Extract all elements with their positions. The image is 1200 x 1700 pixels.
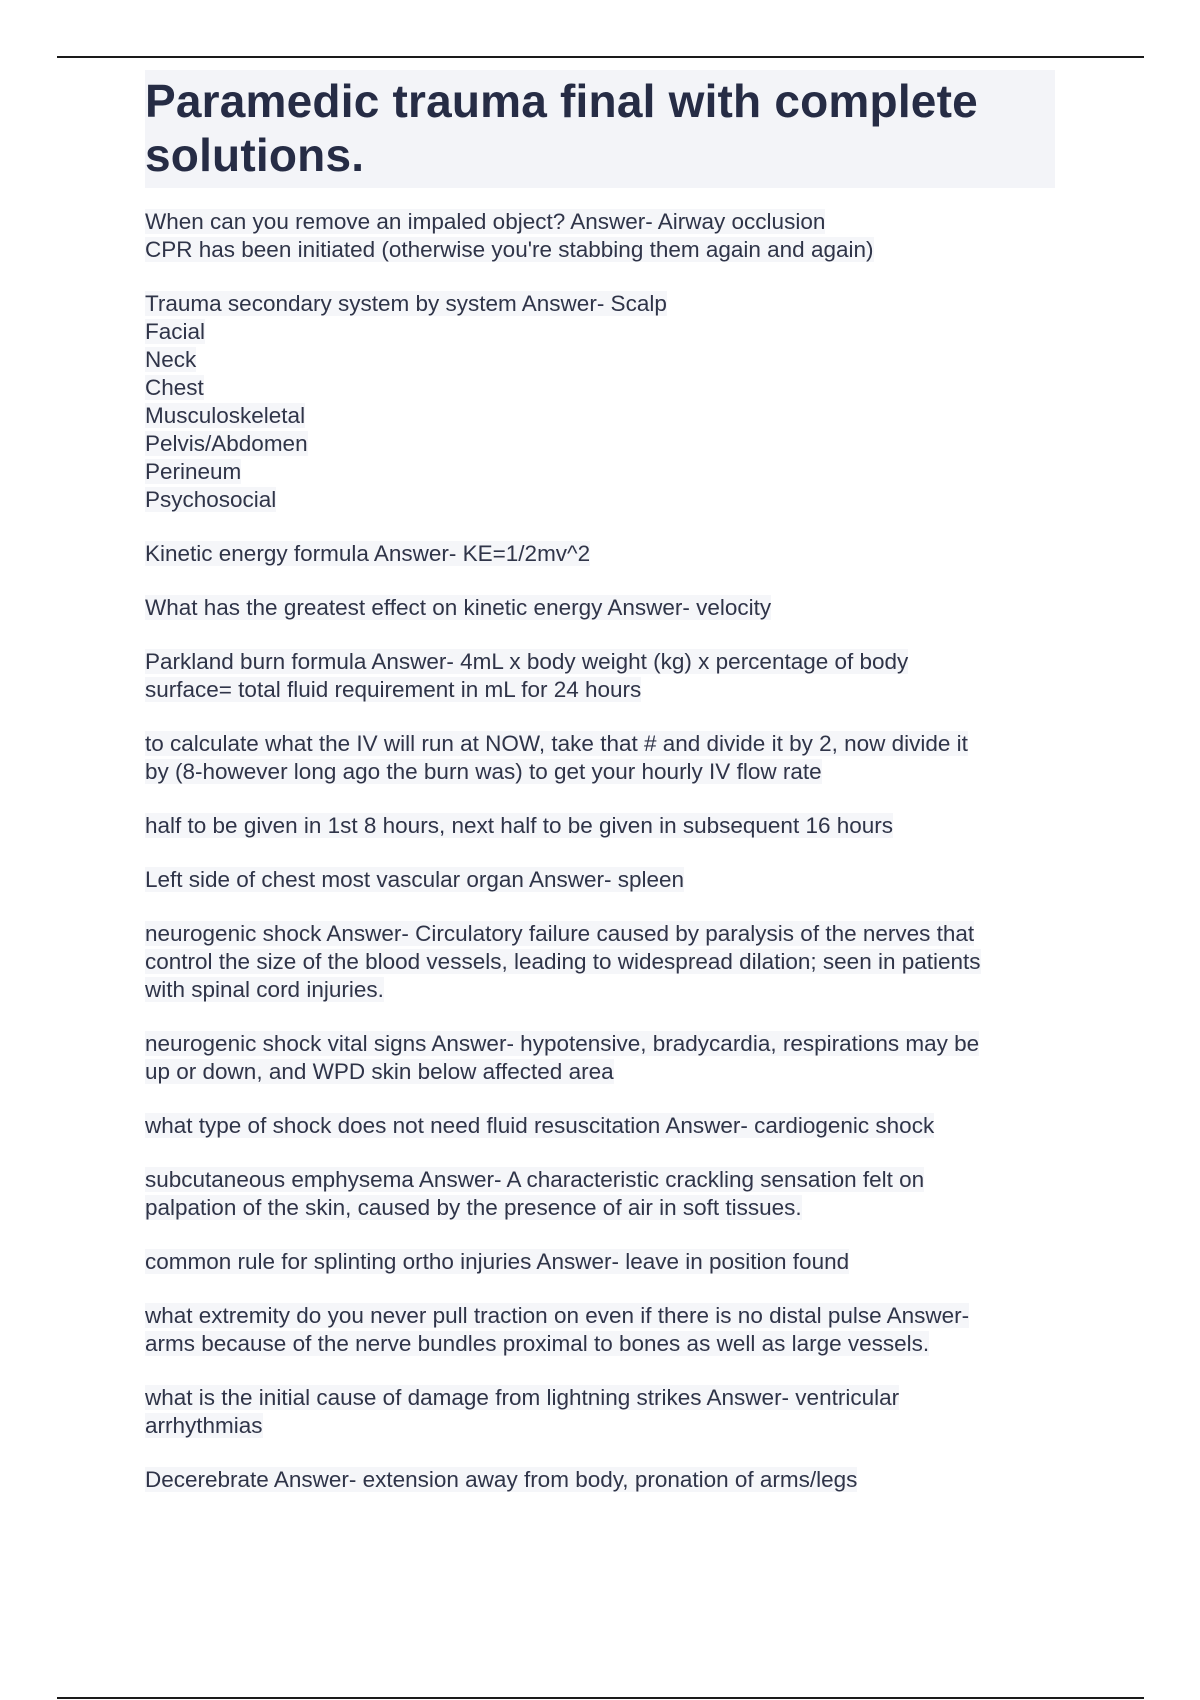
qa-line (145, 458, 1055, 486)
qa-entry (145, 1112, 1055, 1140)
qa-line-text: Parkland burn formula Answer- 4mL x body weight (kg) x percentage of body (145, 649, 909, 674)
qa-line (145, 1166, 1055, 1194)
qa-line-text: with spinal cord injuries. (145, 977, 384, 1002)
bottom-rule (57, 1697, 1144, 1699)
qa-line-text: Decerebrate Answer- extension away from body, pronation of arms/legs (145, 1467, 858, 1492)
qa-entry (145, 1384, 1055, 1440)
qa-line (145, 208, 1055, 236)
qa-line-text: Musculoskeletal (145, 403, 306, 428)
qa-line (145, 318, 1055, 346)
qa-line (145, 374, 1055, 402)
qa-line (145, 758, 1055, 786)
qa-line-text: Trauma secondary system by system Answer- Scalp (145, 291, 667, 316)
qa-line-text: Perineum (145, 459, 242, 484)
qa-line (145, 730, 1055, 758)
qa-entry (145, 290, 1055, 514)
qa-line (145, 866, 1055, 894)
qa-line (145, 812, 1055, 840)
qa-line (145, 1384, 1055, 1412)
qa-entry (145, 1466, 1055, 1494)
top-rule (57, 56, 1144, 58)
qa-line (145, 1112, 1055, 1140)
qa-line-text: CPR has been initiated (otherwise you're stabbing them again and again) (145, 237, 874, 262)
qa-line-text: When can you remove an impaled object? Answer- Airway occlusion (145, 209, 826, 234)
document-title: Paramedic trauma final with complete solutions. (145, 75, 978, 181)
qa-line-text: Pelvis/Abdomen (145, 431, 308, 456)
qa-line-text: Chest (145, 375, 204, 400)
qa-line (145, 1248, 1055, 1276)
qa-line-text: what is the initial cause of damage from lightning strikes Answer- ventricular (145, 1385, 900, 1410)
qa-line (145, 976, 1055, 1004)
qa-entry (145, 1030, 1055, 1086)
qa-entry (145, 208, 1055, 264)
qa-line-text: Kinetic energy formula Answer- KE=1/2mv^2 (145, 541, 591, 566)
qa-entry (145, 920, 1055, 1004)
qa-line-text: What has the greatest effect on kinetic energy Answer- velocity (145, 595, 772, 620)
qa-line-text: Psychosocial (145, 487, 277, 512)
qa-line (145, 1302, 1055, 1330)
qa-line (145, 290, 1055, 318)
qa-line-text: Neck (145, 347, 197, 372)
qa-line (145, 1194, 1055, 1222)
qa-line (145, 236, 1055, 264)
qa-line-text: Left side of chest most vascular organ Answer- spleen (145, 867, 685, 892)
qa-entry (145, 1166, 1055, 1222)
qa-entry (145, 812, 1055, 840)
qa-line (145, 1330, 1055, 1358)
qa-line-text: arms because of the nerve bundles proximal to bones as well as large vessels. (145, 1331, 930, 1356)
qa-line (145, 402, 1055, 430)
qa-entry (145, 648, 1055, 704)
qa-line-text: control the size of the blood vessels, leading to widespread dilation; seen in patients (145, 949, 981, 974)
qa-line-text: to calculate what the IV will run at NOW, take that # and divide it by 2, now divide it (145, 731, 968, 756)
qa-line (145, 346, 1055, 374)
qa-line (145, 594, 1055, 622)
qa-line-text: half to be given in 1st 8 hours, next half to be given in subsequent 16 hours (145, 813, 894, 838)
qa-line-text: subcutaneous emphysema Answer- A characteristic crackling sensation felt on (145, 1167, 925, 1192)
qa-entry (145, 540, 1055, 568)
qa-line (145, 1058, 1055, 1086)
qa-line-text: surface= total fluid requirement in mL for 24 hours (145, 677, 642, 702)
qa-entry (145, 1302, 1055, 1358)
qa-entry (145, 1248, 1055, 1276)
qa-line (145, 430, 1055, 458)
qa-entry (145, 866, 1055, 894)
title-block (145, 70, 1055, 188)
qa-line-text: Facial (145, 319, 206, 344)
qa-line (145, 676, 1055, 704)
qa-entry (145, 730, 1055, 786)
qa-list (145, 208, 1055, 1494)
qa-line-text: common rule for splinting ortho injuries Answer- leave in position found (145, 1249, 850, 1274)
qa-line-text: arrhythmias (145, 1413, 263, 1438)
qa-line (145, 920, 1055, 948)
qa-line-text: by (8-however long ago the burn was) to get your hourly IV flow rate (145, 759, 822, 784)
qa-line-text: palpation of the skin, caused by the presence of air in soft tissues. (145, 1195, 802, 1220)
qa-line-text: what extremity do you never pull traction on even if there is no distal pulse Answer- (145, 1303, 970, 1328)
document-body (145, 70, 1055, 1520)
qa-line-text: up or down, and WPD skin below affected area (145, 1059, 614, 1084)
qa-entry (145, 594, 1055, 622)
qa-line (145, 540, 1055, 568)
qa-line (145, 948, 1055, 976)
qa-line (145, 648, 1055, 676)
qa-line-text: neurogenic shock vital signs Answer- hypotensive, bradycardia, respirations may be (145, 1031, 980, 1056)
qa-line (145, 1030, 1055, 1058)
qa-line (145, 1466, 1055, 1494)
qa-line (145, 1412, 1055, 1440)
qa-line-text: what type of shock does not need fluid resuscitation Answer- cardiogenic shock (145, 1113, 935, 1138)
qa-line-text: neurogenic shock Answer- Circulatory failure caused by paralysis of the nerves that (145, 921, 975, 946)
qa-line (145, 486, 1055, 514)
